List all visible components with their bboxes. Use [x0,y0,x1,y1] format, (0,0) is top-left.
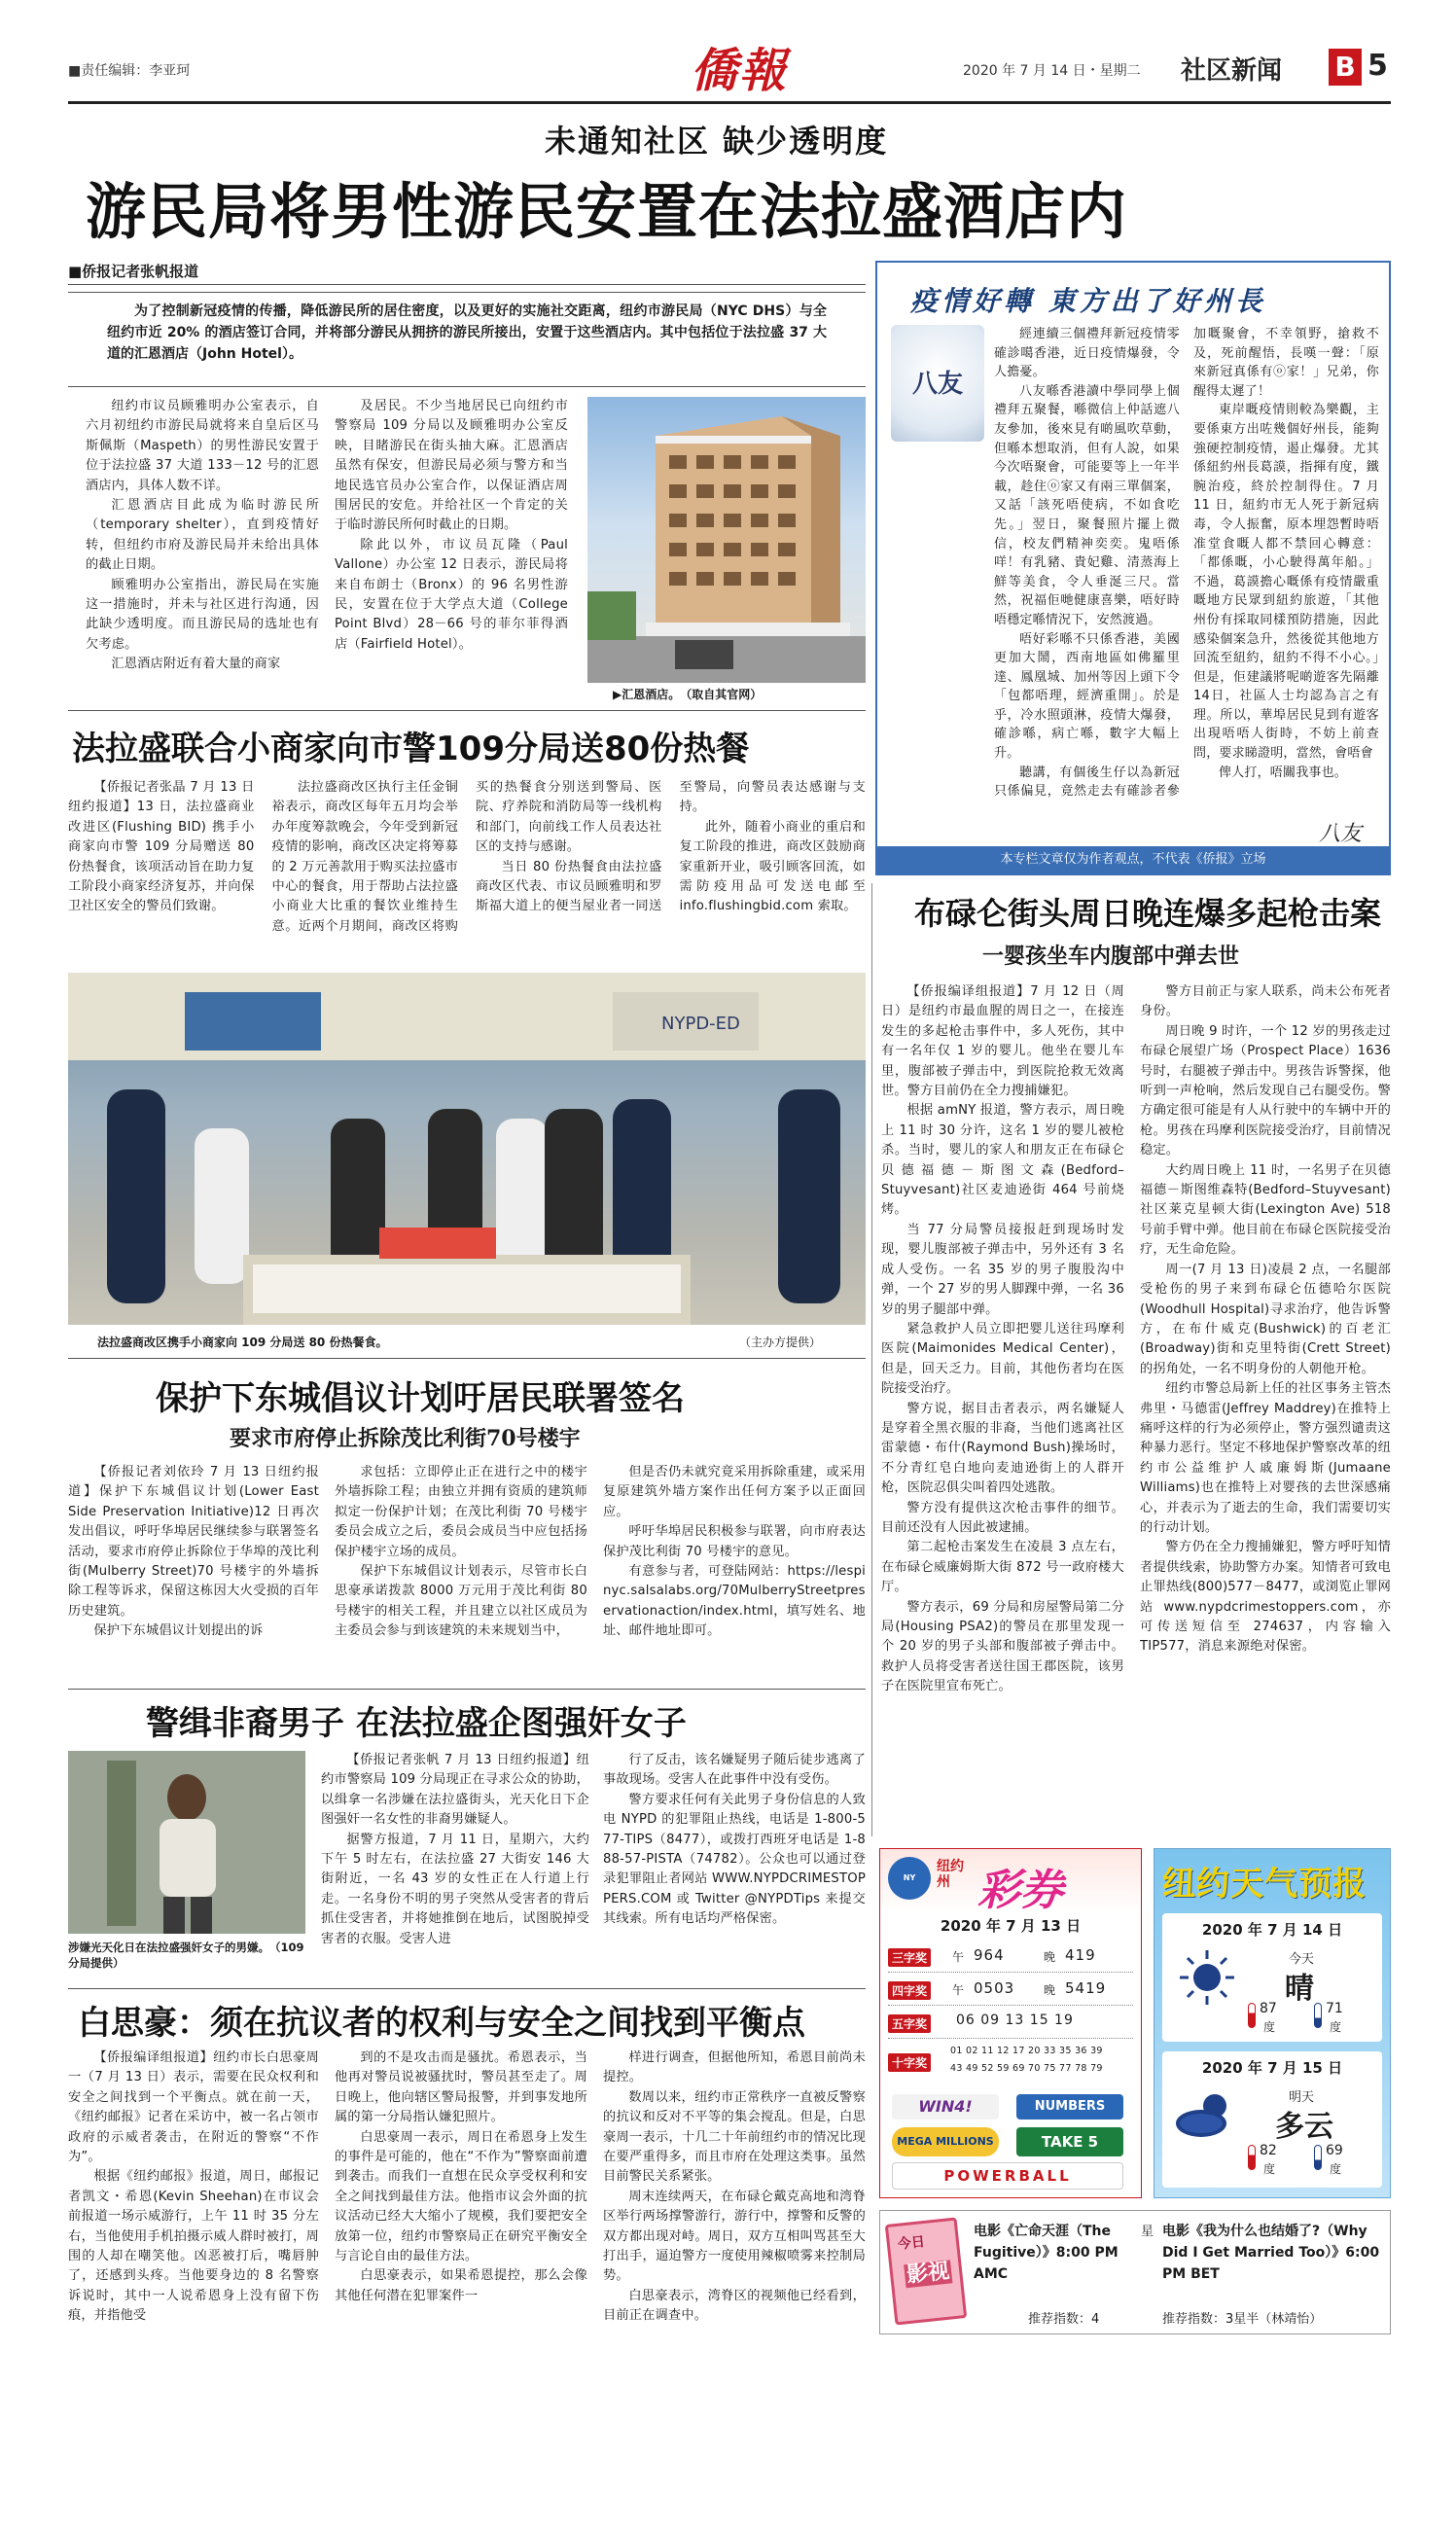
wanted-paragraph: 行了反击，该名嫌疑男子随后徒步逃离了事故现场。受害人在此事件中没有受伤。 [603,1753,866,1788]
lead-paragraph: 顾雅明办公室指出，游民局在实施这一措施时，并未与社区进行沟通，因此缺少透明度。而且游民局的选址也有欠考虑。 [86,577,319,652]
bid-paragraph: 【侨报记者张晶 7 月 13 日纽约报道】13 日，法拉盛商业改进区(Flushing BID) 携手小商家向市警 109 分局赠送 80 份热餐食，该项活动旨在助力复工阶段小商家经济复苏，并向保卫社区安全的警员们致谢。 [68,780,255,914]
weather-unit: 度 [1263,2020,1276,2034]
rezoning-paragraph: 保护下东城倡议计划表示，尽管市长白思豪承诺拨款 8000 万元用于茂比利街 80 号楼宇的相关工程，并且建立以社区成员为主委员会参与到该建筑的未来规划当中， [335,1564,587,1639]
wanted-paragraph: 据警方报道，7 月 11 日，星期六，大约下午 5 时左右，在法拉盛 27 大街安 146 大街附近，一名 43 岁的女性正在人行道上行走。一名身份不明的男子突然从受害者的背后抓住受害者，并将她推倒在地后，试图脱掉受害者的衣服。受害人进 [321,1832,589,1946]
column-paragraph: 聽講，有個後生仔以為新冠只係偏見，竟然走去有確診者參加嘅聚會，不幸領野，搶救不及，死前醒悟，長嘆一聲：「原來新冠真係有ⓞ家！」兄弟，你醒得太遲了！ [994,327,1379,800]
rezoning-headline: 保护下东城倡议计划吁居民联署签名 [156,1379,685,1418]
page-header [68,37,1391,97]
rezoning-paragraph: 但是否仍未就究竟采用拆除重建，或采用复原建筑外墙方案作出任何方案予以正面回应。 [603,1465,866,1519]
tv-badge-main: 影视 [906,2259,951,2289]
mayor-paragraph: 白思豪表示，如果希恩提控，那么会像其他任何潜在犯罪案件一 [335,2268,587,2303]
column-text [994,325,1379,811]
lead-paragraph: 汇恩酒店附近有着大量的商家 [111,657,281,672]
mayor-paragraph: 数周以来，纽约市正常秩序一直被反警察的抗议和反对不平等的集会搅乱。但是，白思豪周一表示，十几二十年前纽约市的情况比现在要严重得多，而且市府在处理这类事。虽然目前警民关系紧张。 [603,2089,866,2185]
lead-bottom-rule [68,710,866,711]
lottery-row-value2: 43 49 52 59 69 70 75 77 78 79 [950,2063,1103,2074]
column-paragraph: 東岸嘅疫情則較為樂觀，主要係東方出咗幾個好州長，能夠強硬控制疫情，遏止爆發。尤其係紐約州長葛謨，指揮有度，鐵腕治疫，終於控制得住。7 月 11 日，紐約市无人死于新冠病毒，令人振奮，原本埋怨暫時唔准堂食嘅人都不禁回心轉意：「都係嘅，小心駛得萬年船。」不過，葛謨擔心嘅係有疫情嚴重嘅地方民眾到紐約旅遊，「其他州份有採取同樣預防措施，因此感染個案急升，然後從其他地方回流至紐約，紐約不得不小心。」但是，佢建議將呢啲遊客先隔離14日，社區人士均認為言之有理。所以，華埠居民見到有遊客出現唔唔人街時，不妨上前查問，要求睇證明，當然，會唔會 [1193,403,1379,762]
rezoning-column-1 [68,1463,319,1687]
lead-paragraph: 纽约市议员顾雅明办公室表示，自六月初纽约市游民局就将来自皇后区马斯佩斯（Maspeth）的男性游民安置于位于法拉盛 37 大道 133－12 号的汇恩酒店内，具体人数不详。 [86,399,319,493]
weather-day-label: 今天 [1289,1952,1315,1967]
weather-unit: 度 [1330,2162,1342,2176]
mayor-paragraph: 白思豪周一表示，周日在希恩身上发生的事件是可能的，他在“不作为”警察面前遭到袭击。而我们一直想在民众享受权利和安全之间找到最佳方法。他指市议会外面的抗议活动已经大大缩小了规模，我们要把安全放第一位，纽约市警察局正在研究平衡安全与言论自由的最佳方法。 [335,2129,587,2264]
lead-byline: ■侨报记者张帆报道 [68,263,199,280]
lottery-divider [888,1972,1133,1973]
tv-badge [885,2217,967,2325]
lottery-row-value: 06 09 13 15 19 [956,2013,1074,2028]
weather-low: 82 [1260,2143,1277,2158]
lottery-row-label: 午 [952,1983,965,1997]
mayor-paragraph: 根据《纽约邮报》报道，周日，邮报记者凯文・希恩(Kevin Sheehan)在市议会前报道一场示威游行，上午 11 时 35 分左右，当他使用手机拍摄示威人群时被打，周围的人却在嘲笑他。凶恶被打后，嘴唇肿了，还感到头疼。当他要身边的 8 名警察诉说时，其中一人说希恩身上没有留下伤痕，并指他受 [68,2169,319,2324]
lottery-header [880,1849,1141,1925]
column-paragraph: 俾人打，唔關我事也。 [1219,765,1348,780]
weather-date: 2020 年 7 月 15 日 [1201,2059,1343,2077]
hotel-photo-caption: ▶汇恩酒店。 （取自其官网） [613,688,763,701]
bid-paragraph: 此外，随着小商业的重启和复工阶段的推进，商改区鼓励商家重新开业，吸引顾客回流，如需防疫用品可发送电邮至 info.flushingbid.com 索取。 [679,819,866,914]
mayor-paragraph: 【侨报编译组报道】纽约市长白思豪周一（7 月 13 日）表示，需要在民众权利和安全之间找到一个平衡点。就在前一天，《纽约邮报》记者在采访中，被一名占领市政府的示威者袭击，在附近的警察“不作为”。 [68,2050,319,2165]
column-signature: 八友 [1319,822,1363,846]
lottery-logo-take5 [1016,2127,1123,2156]
suspect-photo-caption: 涉嫌光天化日在法拉盛强奸女子的男嫌。 （109 分局提供） [68,1941,304,1970]
lottery-row-label: 午 [952,1950,965,1964]
take5-logo-text: TAKE 5 [1041,2133,1099,2151]
ny-lottery-badge [888,1857,931,1925]
shooting-paragraph: 警方表示，69 分局和房屋警局第二分局(Housing PSA2)的警员在那里发现一个 20 岁的男子头部和腹部被子弹击中。救护人员将受害者送往国王郡医院，该男子在医院里宣布死亡。 [881,1599,1124,1694]
weather-low: 87 [1260,2001,1277,2016]
lead-kicker: 未通知社区 缺少透明度 [545,123,889,160]
win4-logo-text: WIN4! [918,2097,973,2116]
lottery-logo-powerball [892,2162,1123,2190]
lead-summary-box [68,292,866,387]
shooting-paragraph: 大约周日晚上 11 时，一名男子在贝德福德－斯图维森特(Bedford–Stuyvesant)社区莱克星顿大街(Lexington Ave) 518 号前手臂中弹。他目前在布碌仑医院接受治疗，无生命危险。 [1140,1162,1391,1258]
column-footnote: 本专栏文章仅为作者观点，不代表《侨报》立场 [1000,852,1266,867]
rezoning-subhead: 要求市府停止拆除茂比利街70号楼宇 [230,1426,581,1451]
shooting-paragraph: 周一(7 月 13 日)凌晨 2 点，一名腿部受枪伤的男子来到布碌仑伍德哈尔医院(Woodhull Hospital)寻求治疗，他告诉警方，在布什威克(Bushwick)的百老汇(Broadway)街和克里特街(Crett Street)的拐角处，一名不明身份的人朝他开枪。 [1140,1262,1391,1376]
mayor-paragraph: 样进行调查，但据他所知，希恩目前尚未提控。 [603,2050,866,2085]
lottery-row-value: 01 02 11 12 17 20 33 35 36 39 [950,2046,1103,2056]
weather-day-today [1162,1913,1382,2042]
lottery-row-value2: 419 [1065,1946,1096,1964]
weather-unit: 度 [1330,2020,1342,2034]
lottery-row-name: 十字奖 [888,2053,931,2072]
thermometer-icon [1248,2145,1256,2170]
cloud-icon [1172,2086,1242,2141]
wanted-column-1 [321,1751,589,1984]
bid-paragraph: 法拉盛商改区执行主任金铜裕表示，商改区每年五月均会举办年度筹款晚会，今年受到新冠疫情的影响，商改区决定将筹募的 2 万元善款用于购买法拉盛市中心的餐食，用于帮助占法拉盛小商业大比重的餐饮业维持生意。近两个月期间，商改区将购买的热餐食分别送到警局、医院、疗养院和消防局等一线机构和部门，向前线工作人员表达社区的支持与感谢。 [271,780,662,934]
rezoning-paragraph: 【侨报记者刘依玲 7 月 13 日纽约报道】保护下东城倡议计划(Lower East Side Preservation Initiative)12 日再次发出倡议，呼吁华埠居民继续参与联署签名活动，要求市府停止拆除位于华埠的茂比利街(Mulberry Street)70 号楼宇的外墙拆除工程等诉求，保留这栋因大火受损的百年历史建筑。 [68,1465,319,1619]
column-divider [871,883,872,1836]
thermometer-icon [1314,2145,1322,2170]
opinion-column-box [875,261,1391,875]
weather-condition: 多云 [1275,2110,1333,2144]
column-author-badge [891,325,984,442]
rezoning-column-3 [603,1463,866,1687]
shooting-paragraph: 警方说，据目击者表示，两名嫌疑人是穿着全黑衣服的非裔，当他们逃离社区雷蒙德・布什(Raymond Bush)操场时，不分青红皂白地向麦迪逊街上的人群开枪，医院忍俱尖叫着四处逃散。 [881,1401,1124,1496]
author-badge-text: 八友 [912,370,964,399]
tv-left-rating: 推荐指数：4 [1028,2312,1100,2327]
lottery-row-ten [888,2044,1133,2083]
bid-photo-illustration [68,973,866,1325]
thermometer-icon [1248,2003,1256,2028]
lottery-row-name: 三字奖 [888,1948,931,1967]
lottery-row-name: 五字奖 [888,2014,931,2033]
rezoning-paragraph: 呼吁华埠居民积极参与联署，向市府表达保护茂比利街 70 号楼宇的意见。 [603,1524,866,1559]
lottery-divider [888,2038,1133,2039]
lead-paragraph: 汇恩酒店目此成为临时游民所（temporary shelter），直到疫情好转，但纽约市府及游民局并未给出具体的截止日期。 [86,498,319,573]
rezoning-column-2 [335,1463,587,1687]
weather-condition: 晴 [1285,1972,1314,2006]
lottery-row-name: 四字奖 [888,1981,931,2000]
lottery-logo-mega [892,2127,999,2156]
mayor-paragraph: 到的不是攻击而是骚扰。希恩表示，当他再对警员说被骚扰时，警员甚至走了。周日晚上，他向辖区警局报警，并到事发地所属的第一分局指认嫌犯照片。 [335,2050,587,2125]
thermometer-icon [1314,2003,1322,2028]
mayor-paragraph: 白思豪表示，湾脊区的视频他已经看到，目前正在调查中。 [603,2288,866,2324]
masthead-logo: 僑報 [691,44,789,98]
mayor-headline: 白思豪：须在抗议者的权利与安全之间找到平衡点 [78,2004,805,2043]
lottery-logo-numbers [1016,2094,1123,2119]
shooting-paragraph: 当 77 分局警员接报赶到现场时发现，婴儿腹部被子弹击中，另外还有 3 名成人受伤。一名 35 岁的男子腹股沟中弹，一个 27 岁的男人脚踝中弹，一名 36 岁的男子腿部中弹。 [881,1222,1124,1317]
weather-day-label: 明天 [1289,2090,1315,2105]
lottery-date: 2020 年 7 月 13 日 [940,1917,1082,1935]
editor-credit: ■责任编辑：李亚珂 [68,63,191,79]
wanted-paragraph: 【侨报记者张帆 7 月 13 日纽约报道】纽约市警察局 109 分局现正在寻求公众的协助，以缉拿一名涉嫌在法拉盛街头，光天化日下企图强奸一名女性的非裔男嫌疑人。 [321,1753,589,1828]
lottery-title: 彩券 [977,1866,1063,1915]
shooting-paragraph: 警方没有提供这次枪击事件的细节。目前还没有人因此被逮捕。 [881,1500,1124,1535]
bid-photo [68,973,866,1325]
bid-photo-sign: NYPD-ED [661,1014,740,1034]
lottery-row-label2: 晚 [1044,1983,1056,1997]
column-footnote-bar [877,846,1389,873]
lottery-state-label: 纽约州 [937,1859,964,1890]
issue-date: 2020 年 7 月 14 日・星期二 [963,63,1141,79]
lead-paragraph: 及居民。不少当地居民已向纽约市警察局 109 分局以及顾雅明办公室反映，目睹游民在街头抽大麻。汇恩酒店虽然有保安，但游民局必须与警方和当地民选官员办公室合作，以保证酒店周围居民的安危。并给社区一个肯定的关于临时游民所何时截止的日期。 [335,399,568,533]
mayor-column-1 [68,2048,319,2506]
shooting-paragraph: 警方目前正与家人联系，尚未公布死者身份。 [1140,984,1391,1019]
bid-headline: 法拉盛联合小商家向市警109分局送80份热餐 [72,730,750,768]
bid-columns [68,778,866,969]
weather-date: 2020 年 7 月 14 日 [1201,1921,1343,1939]
bid-paragraph: 当日 80 份热餐食由法拉盛商改区代表、市议员顾雅明和罗斯福大道上的便当屋业者一同送至警局，向警员表达感谢与支持。 [476,780,866,914]
shooting-paragraph: 周日晚 9 时许，一个 12 岁的男孩走过布碌仑展望广场（Prospect Place）1636 号时，右腿被子弹击中。男孩告诉警探，他听到一声枪响，然后发现自己右腿受伤。警方确定很可能是有人从行驶中的车辆中开的枪。男孩在玛摩利医院接受治疗，目前情况稳定。 [1140,1023,1391,1158]
mayor-column-3 [603,2048,866,2506]
weather-high: 69 [1326,2143,1343,2158]
shooting-paragraph: 【侨报编译组报道】7 月 12 日（周日）是纽约市最血腥的周日之一，在接连发生的多起枪击事件中，多人死伤，其中有一名年仅 1 岁的婴儿。他坐在婴儿车里，腹部被子弹击中，到医院抢救无效离世。警方目前仍在全力搜捕嫌犯。 [881,984,1124,1099]
page-letter: B [1334,51,1356,83]
lottery-row-value2: 5419 [1065,1979,1107,1997]
hotel-photo [587,397,866,683]
mega-logo-text: MEGA MILLIONS [897,2135,994,2148]
shooting-paragraph: 紧急救护人员立即把婴儿送往玛摩利医院(Maimonides Medical Center)，但是，回天乏力。目前，其他伤者均在医院接受治疗。 [881,1321,1124,1397]
lead-headline: 游民局将男性游民安置在法拉盛酒店内 [86,176,1128,247]
tv-box [879,2210,1391,2334]
lottery-row-value: 964 [974,1946,1005,1964]
lottery-divider [888,2005,1133,2006]
wanted-column-2 [603,1751,866,1984]
shooting-paragraph: 警方仍在全力搜捕嫌犯，警方呼吁知情者提供线索，协助警方办案。知情者可致电止罪热线(800)577－8477，或浏览止罪网站 www.nypdcrimestoppers.com，亦可传送短信至 274637，内容输入 TIP577，消息来源绝对保密。 [1140,1540,1391,1655]
lottery-row-three [888,1944,1133,1970]
hotel-building-illustration [587,397,866,683]
lottery-row-value: 0503 [974,1979,1015,1997]
rezoning-paragraph: 保护下东城倡议计划提出的诉 [93,1623,264,1639]
tv-right-listing: 电影《我为什么也结婚了?（Why Did I Get Married Too）》6:00 PM BET [1162,2224,1380,2282]
page-number: 5 [1367,49,1388,83]
tv-right-rating: 推荐指数：3星半（林靖怡） [1162,2312,1323,2327]
header-rule [68,101,1391,104]
suspect-illustration [68,1751,305,1934]
numbers-logo-text: NUMBERS [1034,2099,1106,2114]
wanted-headline: 警缉非裔男子 在法拉盛企图强奸女子 [146,1704,687,1743]
tv-star-label: 星 [1141,2225,1154,2239]
powerball-logo-text: POWERBALL [943,2167,1072,2185]
bid-bottom-rule [68,1358,866,1359]
weather-high: 71 [1326,2001,1343,2016]
shooting-paragraph: 根据 amNY 报道，警方表示，周日晚上 11 时 30 分许，这名 1 岁的婴儿被枪杀。当时，婴儿的家人和朋友正在布碌仑贝德福德－斯图文森(Bedford–Stuyvesant)社区麦迪逊街 464 号前烧烤。 [881,1103,1124,1218]
lottery-logo-win4 [892,2094,999,2119]
wanted-bottom-rule [68,1988,866,1989]
bid-photo-caption: 法拉盛商改区携手小商家向 109 分局送 80 份热餐食。 [97,1336,388,1349]
column-paragraph: 經連續三個禮拜新冠疫情零確診噶香港，近日疫情爆發，令人擔憂。 [994,327,1180,380]
shooting-paragraph: 纽约市警总局新上任的社区事务主管杰弗里・马德雷(Jeffrey Maddrey)在推特上痛呼这样的行为必须停止，警方强烈谴责这种暴力恶行。坚定不移地保护警察改革的纽约市公益维护人戚廉姆斯(Jumaane Williams)也在推特上对婴孩的去世深感痛心，并表示为了逝去的生命，我们需要切实的行动计划。 [1140,1381,1391,1535]
column-title: 疫情好轉 東方出了好州長 [910,285,1266,317]
weather-title: 纽约天气预报 [1162,1865,1367,1904]
wanted-paragraph: 警方要求任何有关此男子身份信息的人致电 NYPD 的犯罪阻止热线，电话是 1-800-577-TIPS（8477），或拨打西班牙电话是 1-888-57-PISTA（74782）。公众也可以通过登录犯罪阻止者网站 WWW.NYPDCRIMESTOPPERS.COM 或 Twitter @NYPDTips 来提交其线索。所有电话均严格保密。 [603,1792,866,1927]
mayor-column-2 [335,2048,587,2506]
lead-column-2 [335,397,568,708]
column-paragraph: 唔好彩喺不只係香港，美國更加大鬧，西南地區如佛羅里達、鳳凰城、加州等因上頭下令「包都唔理，經濟重開」。於是乎，冷水照頭淋，疫情大爆發，確診喺，病亡喺，數字大幅上升。 [994,631,1180,762]
rezoning-paragraph: 有意参与者，可登陆网站：https://lespinyc.salsalabs.org/70MulberryStreetpreservationaction/index.html，填写姓名、地址、邮件地址即可。 [603,1564,866,1639]
weather-unit: 度 [1263,2162,1276,2176]
section-name: 社区新闻 [1181,56,1283,86]
ny-lottery-badge-text: NY LOTTERY [890,1873,929,1925]
lottery-row-label2: 晚 [1044,1950,1056,1964]
weather-day-tomorrow [1162,2051,1382,2188]
mayor-paragraph: 周末连续两天，在布碌仑戴克高地和湾脊区举行两场撑警游行，游行中，撑警和反警的双方都出现对峙。周日，双方互相叫骂甚至大打出手，逼迫警方一度使用辣椒喷雾来控制局势。 [603,2189,866,2284]
weather-box [1154,1848,1391,2198]
lottery-row-five [888,2011,1133,2036]
tv-badge-top: 今日 [897,2233,926,2253]
suspect-photo [68,1751,305,1934]
lottery-box [879,1848,1142,2198]
lottery-row-four [888,1977,1133,2003]
sun-icon [1178,1948,1236,2007]
lead-byline-rule [68,284,866,285]
page-number-box [1329,49,1362,86]
lead-column-1 [86,397,319,708]
bid-photo-credit: （主办方提供） [739,1336,822,1349]
lead-paragraph: 除此以外，市议员瓦隆（Paul Vallone）办公室 12 日表示，游民局将来自布朗士（Bronx）的 96 名男性游民，安置在位于大学点大道（College Point Blvd）28－66 号的菲尔菲得酒店（Fairfield Hotel）。 [335,537,568,652]
tv-left-listing: 电影《亡命天涯（The Fugitive）》8:00 PM AMC [974,2224,1119,2282]
shooting-paragraph: 第二起枪击案发生在凌晨 3 点左右，在布碌仑威廉姆斯大街 872 号一政府楼大厅。 [881,1540,1124,1595]
shooting-headline: 布碌仑街头周日晚连爆多起枪击案 [914,895,1382,932]
rezoning-paragraph: 求包括：立即停止正在进行之中的楼宇外墙拆除工程；由独立并拥有资质的建筑师拟定一份保护计划；在茂比利街 70 号楼宇委员会成立之后，委员会成员当中应包括扬保护楼宇立场的成员。 [335,1465,587,1559]
lead-summary: 为了控制新冠疫情的传播，降低游民所的居住密度，以及更好的实施社交距离，纽约市游民局（NYC DHS）与全纽约市近 20% 的酒店签订合同，并将部分游民从拥挤的游民所接出，安置于这些酒店内。其中包括位于法拉盛 37 大道的汇恩酒店（John Hotel）。 [107,303,827,362]
shooting-subhead: 一婴孩坐车内腹部中弹去世 [982,944,1240,969]
rezoning-bottom-rule [68,1689,866,1690]
column-paragraph: 八友喺香港讀中學同學上個禮拜五聚餐，喺微信上仲話遮八友參加，後來見有啲風吹草動，但喺本想取消，但有人說，如果今次唔聚會，可能要等上一年半載，趁住ⓞ家又有兩三單個案，又話「該死唔使病，不如食吃先。」翌日，聚餐照片擺上微信，校友們精神奕奕。鬼唔係咩！有乳豬、貴妃雞、清蒸海上鮮等美食，令人垂涎三尺。當然，祝福佢哋健康喜樂，唔好時唔穩定喺情況下，安然渡過。 [994,383,1180,627]
